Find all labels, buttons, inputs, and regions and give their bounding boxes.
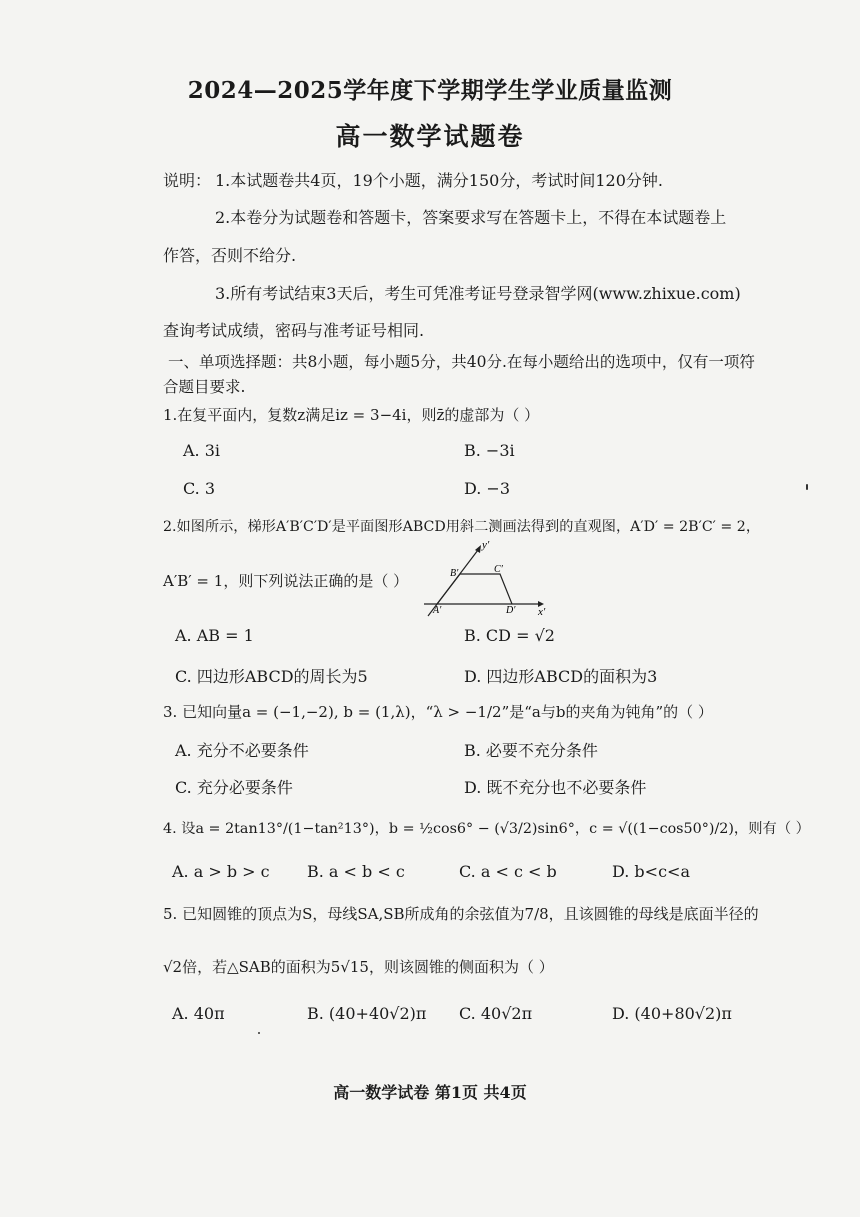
question-2-option-b: B. CD = √2 xyxy=(464,626,555,645)
note-2-line1: 2.本卷分为试题卷和答题卡，答案要求写在答题卡上，不得在本试题卷上 xyxy=(215,208,727,227)
question-5-stem-line2: √2倍，若△SAB的面积为5√15，则该圆锥的侧面积为（ ） xyxy=(163,958,554,976)
trapezoid-edges xyxy=(437,574,512,604)
notes-label: 说明： xyxy=(163,171,212,190)
question-1-option-b: B. −3i xyxy=(464,441,515,460)
question-2-option-c: C. 四边形ABCD的周长为5 xyxy=(175,667,368,686)
note-2-line2: 作答，否则不给分. xyxy=(163,246,297,265)
question-3-option-d: D. 既不充分也不必要条件 xyxy=(464,778,647,797)
exam-title: 2024—2025学年度下学期学生学业质量监测 xyxy=(187,77,673,104)
question-3-option-b: B. 必要不充分条件 xyxy=(464,741,598,760)
question-4-option-c: C. a < c < b xyxy=(459,862,557,881)
page-footer: 高一数学试卷 第1页 共4页 xyxy=(333,1083,527,1102)
section-heading-line1: 一、单项选择题：共8小题，每小题5分，共40分.在每小题给出的选项中，仅有一项符 xyxy=(168,353,755,371)
question-4-option-b: B. a < b < c xyxy=(307,862,405,881)
question-3-stem: 3. 已知向量a = (−1,−2), b = (1,λ)，“λ > −1/2”是“a与b的夹角为钝角”的（ ） xyxy=(163,703,713,721)
question-2-stem-line1: 2.如图所示，梯形A′B′C′D′是平面图形ABCD用斜二测画法得到的直观图，A′D′ = 2B′C′ = 2， xyxy=(163,519,761,535)
question-2-stem-line2: A′B′ = 1，则下列说法正确的是（ ） xyxy=(163,572,409,590)
label-c: C′ xyxy=(494,564,503,575)
question-5-option-c: C. 40√2π xyxy=(459,1004,533,1023)
label-x: x′ xyxy=(538,606,546,618)
question-1-stem: 1.在复平面内，复数z满足iz = 3−4i，则z̄的虚部为（ ） xyxy=(163,406,540,424)
question-2-option-a: A. AB = 1 xyxy=(175,626,254,645)
exam-subtitle: 高一数学试题卷 xyxy=(335,122,525,151)
question-3-option-c: C. 充分必要条件 xyxy=(175,778,293,797)
note-1: 1.本试题卷共4页，19个小题，满分150分，考试时间120分钟. xyxy=(215,171,663,190)
scan-speck xyxy=(258,1032,260,1034)
question-5-option-a: A. 40π xyxy=(172,1004,225,1023)
scan-speck xyxy=(806,484,808,490)
label-a: A′ xyxy=(433,605,442,616)
question-1-option-c: C. 3 xyxy=(183,479,216,498)
question-1-option-d: D. −3 xyxy=(464,479,511,498)
question-5-option-b: B. (40+40√2)π xyxy=(307,1004,427,1023)
section-heading-line2: 合题目要求. xyxy=(163,378,246,396)
question-1-option-a: A. 3i xyxy=(183,441,221,460)
question-5-option-d: D. (40+80√2)π xyxy=(612,1004,732,1023)
question-4-stem: 4. 设a = 2tan13°/(1−tan²13°)，b = ½cos6° − (√3/2)sin6°，c = √((1−cos50°)/2)，则有（ ） xyxy=(163,821,810,837)
question-4-option-d: D. b<c<a xyxy=(612,862,690,881)
label-y: y′ xyxy=(482,539,490,551)
note-3-line2: 查询考试成绩，密码与准考证号相同. xyxy=(163,321,425,340)
question-4-option-a: A. a > b > c xyxy=(172,862,270,881)
note-3-line1: 3.所有考试结束3天后，考生可凭准考证号登录智学网(www.zhixue.com) xyxy=(215,284,741,303)
question-2-option-d: D. 四边形ABCD的面积为3 xyxy=(464,667,658,686)
question-5-stem-line1: 5. 已知圆锥的顶点为S，母线SA,SB所成角的余弦值为7/8，且该圆锥的母线是底面半径的 xyxy=(163,905,759,923)
question-3-option-a: A. 充分不必要条件 xyxy=(175,741,309,760)
label-b: B′ xyxy=(450,568,459,579)
trapezoid-figure xyxy=(420,538,550,618)
label-d: D′ xyxy=(506,605,516,616)
